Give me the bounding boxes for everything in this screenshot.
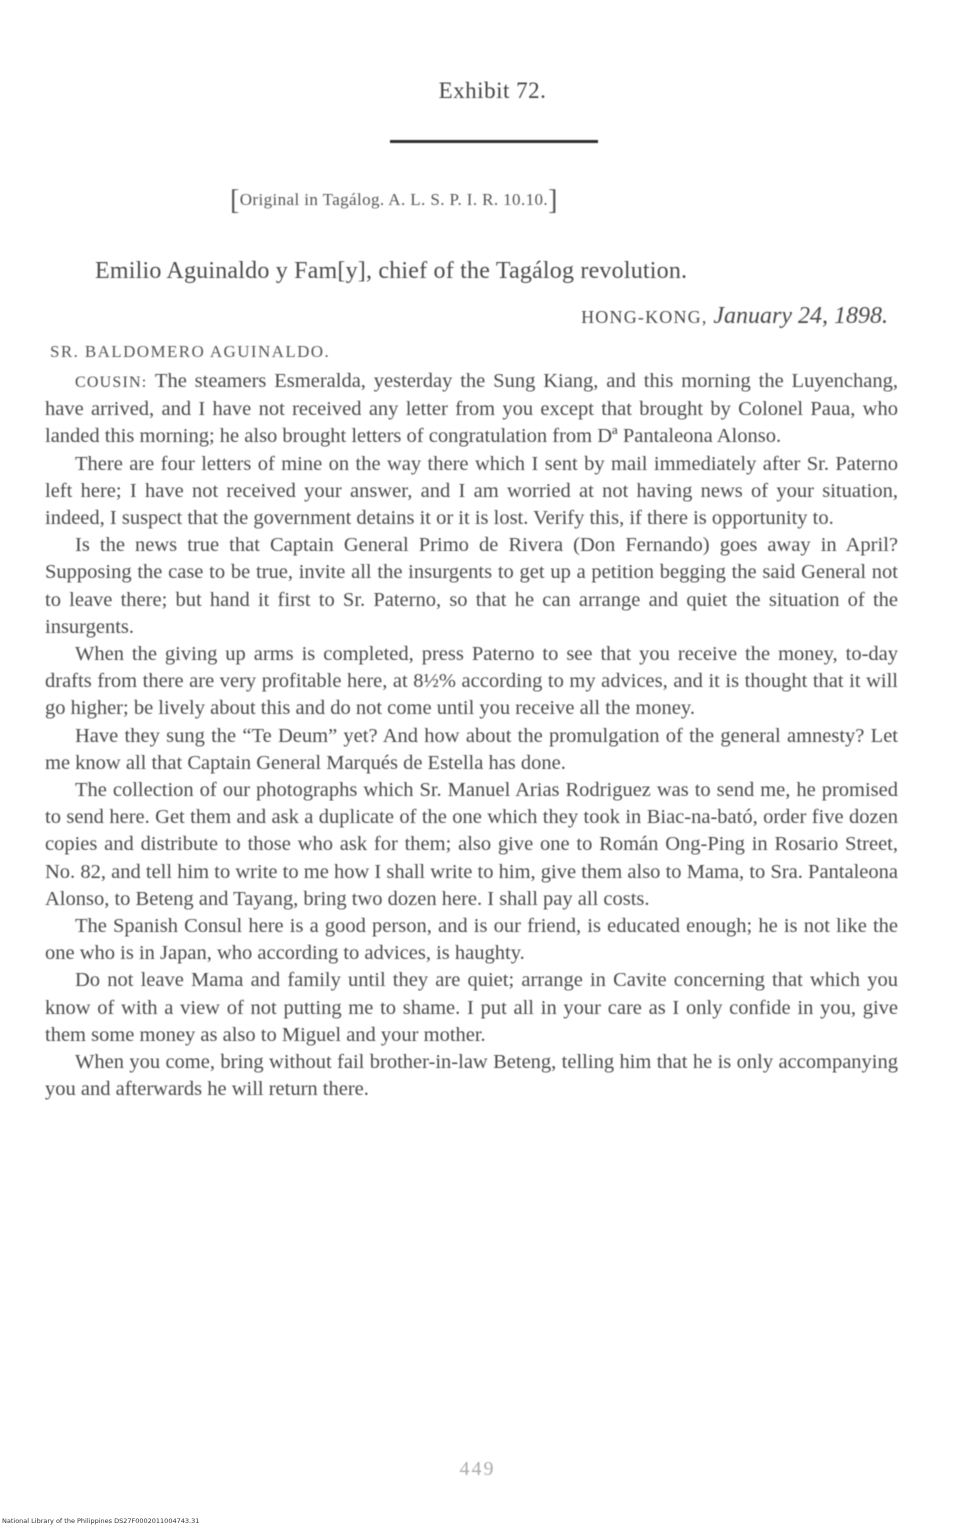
- source-note: [230, 185, 558, 217]
- paragraph: When you come, bring without fail brother-in-law Beteng, telling him that he is only accompanying you and afterwards he will return there.: [45, 1051, 898, 1101]
- title-rule: [390, 140, 598, 143]
- addressee: SR. BALDOMERO AGUINALDO.: [50, 342, 331, 361]
- paragraph: Is the news true that Captain General Primo de Rivera (Don Fernando) goes away in April? Supposing the case to be true, invite all the insurgents to get up a petition begging the said General not to leave there; but hand it first to Sr. Paterno, so that he can arrange and quiet the situation of the insurgents.: [45, 534, 898, 638]
- paragraph: [45, 368, 898, 451]
- letter-body: [45, 368, 898, 1103]
- letter-headline: Emilio Aguinaldo y Fam[y], chief of the Tagálog revolution.: [95, 258, 688, 284]
- page-number: 449: [459, 1458, 496, 1480]
- exhibit-title: Exhibit 72.: [438, 78, 547, 103]
- paragraph: The collection of our photographs which Sr. Manuel Arias Rodriguez was to send me, he promised to send here. Get them and ask a duplicate of the one which they took in Biac-na-bató, order five dozen copies and distribute to those who ask for them; also give one to Román Ong-Ping in Rosario Street, No. 82, and tell him to write to me how I shall write to him, give them also to Mama, to Sra. Pantaleona Alonso, to Beteng and Tayang, bring two dozen here. I shall pay all costs.: [45, 779, 898, 910]
- library-stamp: National Library of the Philippines DS27F0002011004743.31: [2, 1517, 200, 1525]
- source-note-text: Original in Tagálog. A. L. S. P. I. R. 10.10.: [239, 190, 549, 209]
- paragraph-text: The steamers Esmeralda, yesterday the Sung Kiang, and this morning the Luyenchang, have arrived, and I have not received any letter from you except that brought by Colonel Paua, who landed this morning; he also brought letters of congratulation from Dª Pantaleona Alonso.: [45, 370, 898, 448]
- dateline-place: HONG-KONG,: [581, 307, 708, 327]
- paragraph: Have they sung the “Te Deum” yet? And how about the promulgation of the general amnesty? Let me know all that Captain General Marqués de Estella has done.: [45, 724, 898, 774]
- paragraph: The Spanish Consul here is a good person, and is our friend, is educated enough; he is not like the one who is in Japan, who according to advices, is haughty.: [45, 915, 898, 965]
- paragraph: When the giving up arms is completed, press Paterno to see that you receive the money, to-day drafts from there are very profitable here, at 8½% according to my advices, and it is thought that it will go higher; be lively about this and do not come until you receive all the money.: [45, 643, 898, 720]
- dateline: [581, 303, 888, 330]
- dateline-date: January 24, 1898.: [713, 303, 888, 329]
- source-open-bracket: [: [230, 185, 240, 216]
- paragraph: There are four letters of mine on the way there which I sent by mail immediately after Sr. Paterno left here; I have not received your answer, and I am worried at not having news of your situation, indeed, I suspect that the government detains it or it is lost. Verify this, if there is opportunity to.: [45, 452, 898, 530]
- source-close-bracket: ]: [548, 185, 558, 216]
- salutation: COUSIN:: [75, 374, 148, 391]
- paragraph: Do not leave Mama and family until they are quiet; arrange in Cavite concerning that which you know of with a view of not putting me to shame. I put all in your care as I only confide in you, give them some money as also to Miguel and your mother.: [45, 969, 898, 1046]
